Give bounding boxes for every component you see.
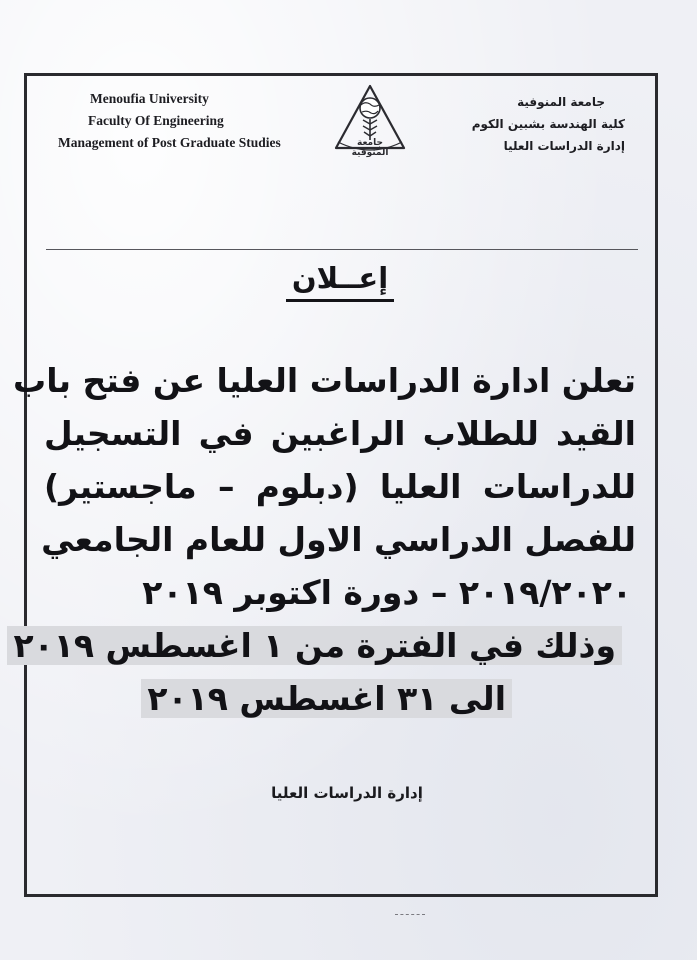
university-name-ar: جامعة المنوفية xyxy=(517,95,605,109)
department-name-ar: إدارة الدراسات العليا xyxy=(503,139,625,153)
university-name: Menoufia University xyxy=(90,91,209,106)
header-divider xyxy=(46,249,638,250)
signature: إدارة الدراسات العليا xyxy=(271,784,423,802)
header-arabic xyxy=(425,91,625,157)
department-name: Management of Post Graduate Studies xyxy=(58,135,281,150)
logo-caption: جامعة المنوفية xyxy=(351,138,389,158)
highlight-period-end: الى ٣١ اغسطس ٢٠١٩ xyxy=(141,679,512,718)
announcement-line-6 xyxy=(13,619,636,672)
announcement-line-3: للدراسات العليا (دبلوم – ماجستير) xyxy=(44,467,636,506)
announcement-line-4: للفصل الدراسي الاول للعام الجامعي xyxy=(41,520,636,559)
announcement-title-text: إعــلان xyxy=(286,258,394,302)
faculty-name: Faculty Of Engineering xyxy=(88,113,224,128)
faculty-name-ar: كلية الهندسة بشبين الكوم xyxy=(471,117,625,131)
announcement-body xyxy=(13,354,636,725)
announcement-line-2: القيد للطلاب الراغبين في التسجيل xyxy=(44,414,636,453)
announcement-title xyxy=(200,256,480,302)
announcement-line-1: تعلن ادارة الدراسات العليا عن فتح باب xyxy=(13,361,636,400)
announcement-line-7 xyxy=(44,672,636,725)
highlight-period-start: وذلك في الفترة من ١ اغسطس ٢٠١٩ xyxy=(7,626,622,665)
scan-mark xyxy=(395,914,425,915)
header-english xyxy=(58,88,328,154)
announcement-line-5: ٢٠١٩/٢٠٢٠ – دورة اكتوبر ٢٠١٩ xyxy=(142,573,632,612)
